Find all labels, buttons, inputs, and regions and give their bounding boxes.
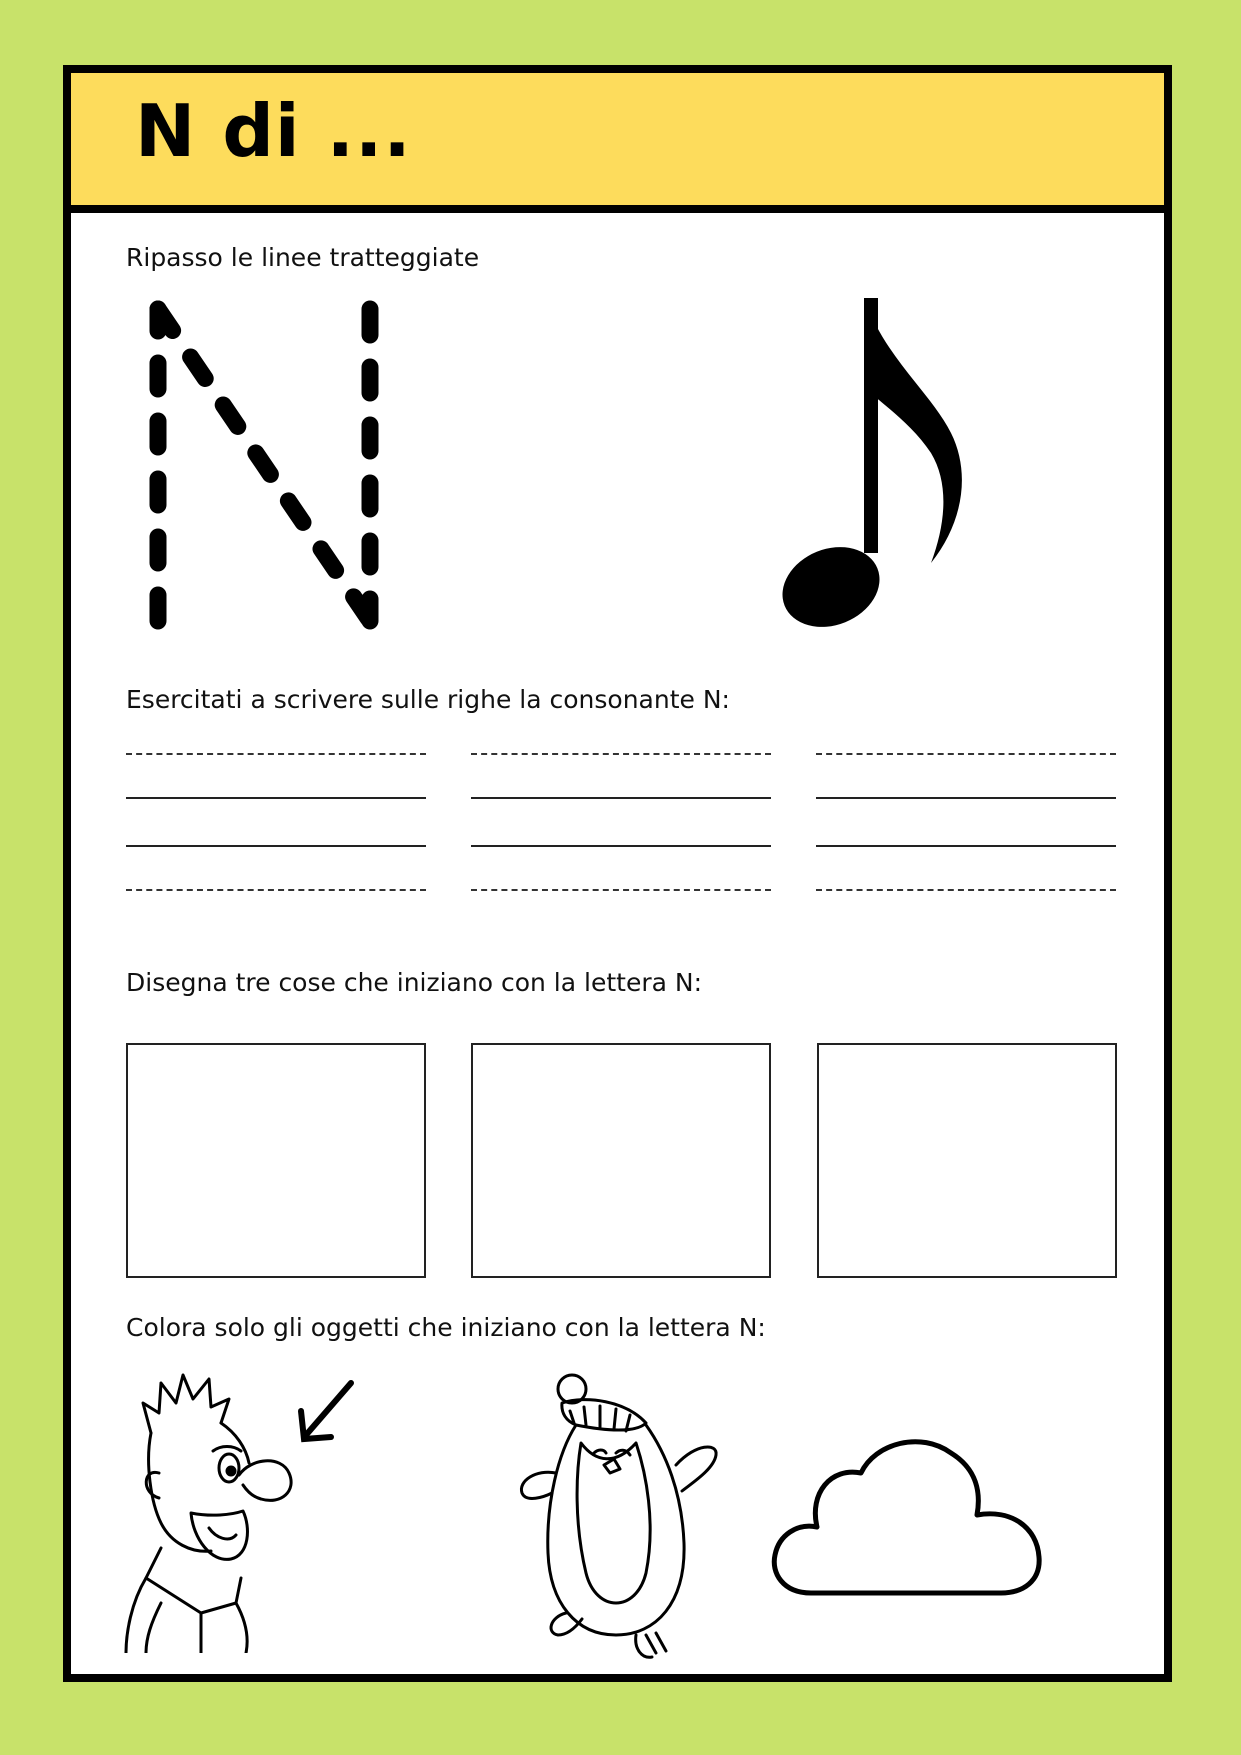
drawing-box-3[interactable] bbox=[817, 1043, 1117, 1278]
cloud-illustration[interactable] bbox=[771, 1423, 1071, 1603]
title-bar bbox=[71, 73, 1164, 213]
draw-instruction: Disegna tre cose che iniziano con la lettera N: bbox=[126, 968, 702, 997]
page-title: N di ... bbox=[135, 89, 412, 173]
music-note-icon[interactable] bbox=[781, 293, 1011, 653]
trace-instruction: Ripasso le linee tratteggiate bbox=[126, 243, 480, 272]
worksheet bbox=[63, 65, 1172, 1682]
drawing-box-2[interactable] bbox=[471, 1043, 771, 1278]
drawing-box-1[interactable] bbox=[126, 1043, 426, 1278]
color-instruction: Colora solo gli oggetti che iniziano con la lettera N: bbox=[126, 1313, 766, 1342]
penguin-illustration[interactable] bbox=[506, 1373, 736, 1663]
nose-man-illustration[interactable] bbox=[121, 1363, 361, 1653]
write-instruction: Esercitati a scrivere sulle righe la consonante N: bbox=[126, 685, 730, 714]
dashed-letter-n[interactable] bbox=[126, 291, 426, 651]
